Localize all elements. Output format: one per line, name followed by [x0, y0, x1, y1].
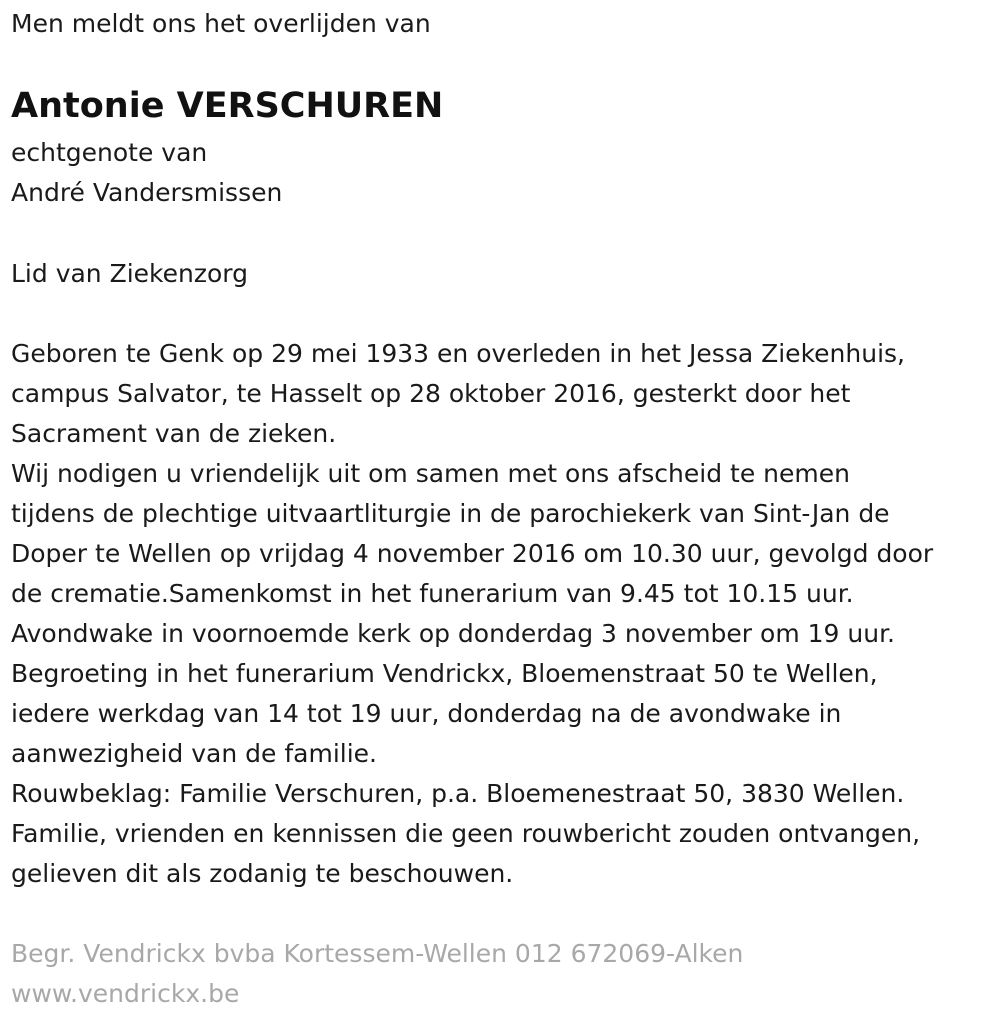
body-line: iedere werkdag van 14 tot 19 uur, donderdag na de avondwake in — [11, 699, 842, 728]
funeral-home-info: Begr. Vendrickx bvba Kortessem-Wellen 012 672069-Alken — [11, 939, 744, 968]
body-line: tijdens de plechtige uitvaartliturgie in de parochiekerk van Sint-Jan de — [11, 499, 890, 528]
footer — [11, 934, 743, 1014]
deceased-name: Antonie VERSCHUREN — [11, 86, 444, 126]
website-link[interactable]: www.vendrickx.be — [11, 979, 240, 1008]
body-line: Rouwbeklag: Familie Verschuren, p.a. Bloemenestraat 50, 3830 Wellen. — [11, 779, 905, 808]
intro-text: Men meldt ons het overlijden van — [11, 9, 431, 38]
body-line: gelieven dit als zodanig te beschouwen. — [11, 859, 514, 888]
spouse-label: echtgenote van — [11, 138, 208, 167]
body-line: Familie, vrienden en kennissen die geen rouwbericht zouden ontvangen, — [11, 819, 921, 848]
body-line: campus Salvator, te Hasselt op 28 oktober 2016, gesterkt door het — [11, 379, 851, 408]
spouse-name: André Vandersmissen — [11, 178, 283, 207]
body-line: de crematie.Samenkomst in het funerarium van 9.45 tot 10.15 uur. — [11, 579, 854, 608]
body-line: Avondwake in voornoemde kerk op donderdag 3 november om 19 uur. — [11, 619, 896, 648]
body-line: Geboren te Genk op 29 mei 1933 en overleden in het Jessa Ziekenhuis, — [11, 339, 905, 368]
body-line: Wij nodigen u vriendelijk uit om samen met ons afscheid te nemen — [11, 459, 850, 488]
membership-text: Lid van Ziekenzorg — [11, 259, 248, 288]
body-line: Begroeting in het funerarium Vendrickx, Bloemenstraat 50 te Wellen, — [11, 659, 878, 688]
body-line: Doper te Wellen op vrijdag 4 november 2016 om 10.30 uur, gevolgd door — [11, 539, 934, 568]
notice-body — [11, 334, 933, 894]
body-line: aanwezigheid van de familie. — [11, 739, 377, 768]
body-line: Sacrament van de zieken. — [11, 419, 337, 448]
